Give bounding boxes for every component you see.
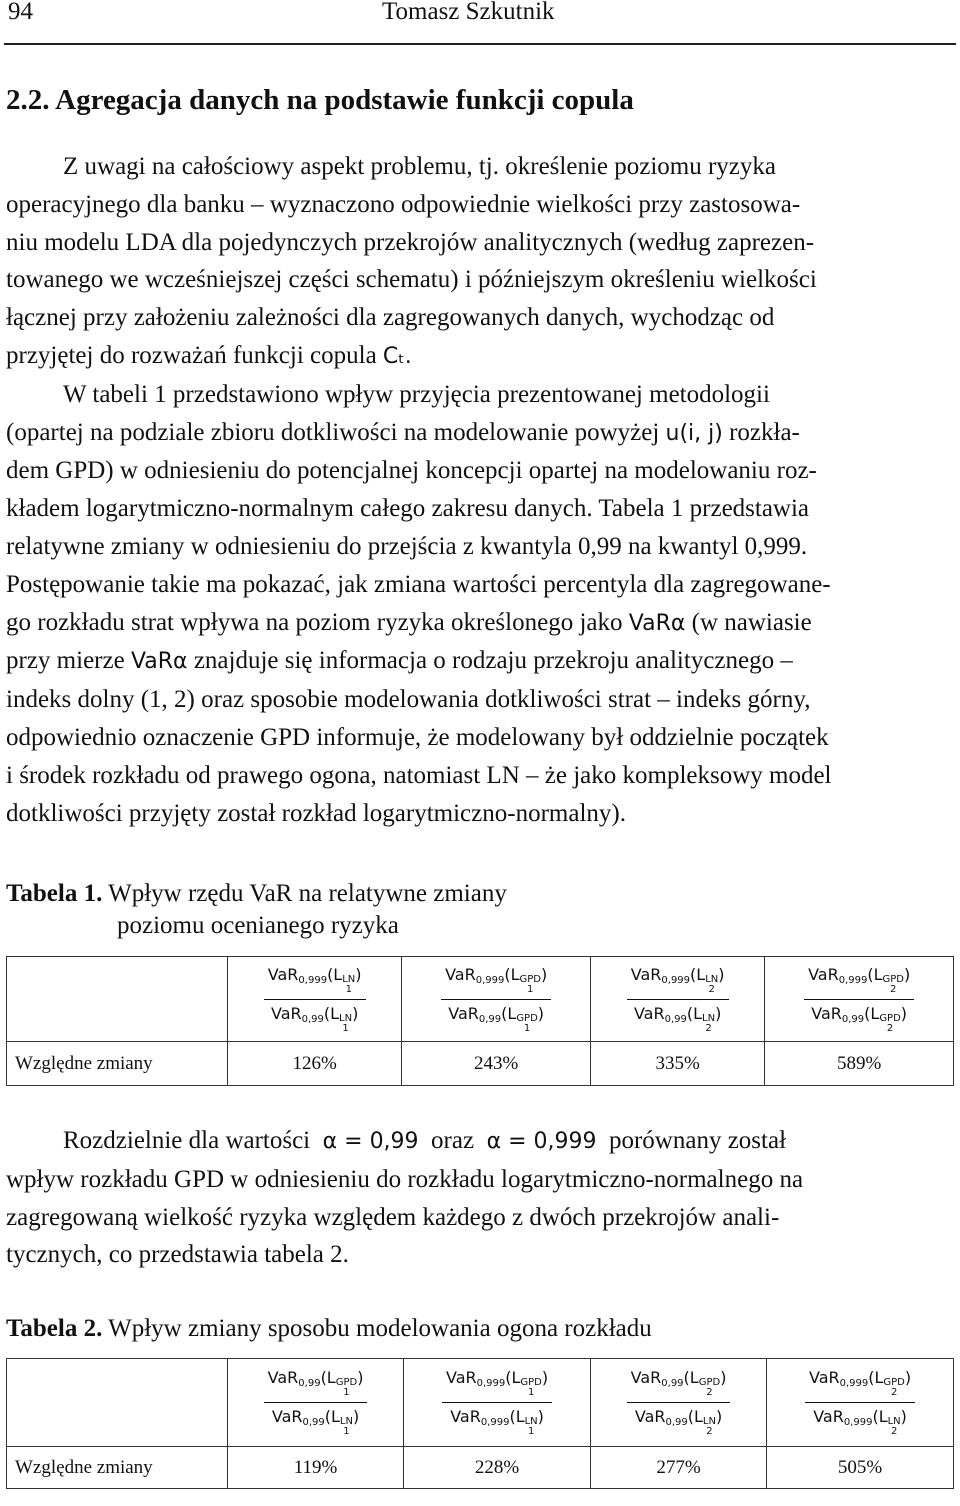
section-index: 2 <box>706 1426 713 1437</box>
text-line: Postępowanie takie ma pokazać, jak zmiana wartości percentyla dla zagregowane- <box>6 570 831 598</box>
index-stack <box>516 1014 537 1034</box>
text-line <box>6 414 954 453</box>
var-text: VaR <box>808 1368 840 1387</box>
ratio-fraction <box>627 1368 731 1437</box>
index-stack <box>702 1014 715 1034</box>
quantile-subscript: 0,99 <box>661 1378 684 1389</box>
section-index: 1 <box>342 1022 349 1034</box>
quantile-subscript: 0,99 <box>298 1378 321 1389</box>
index-stack <box>525 1417 538 1437</box>
method-superscript: LN <box>702 1012 716 1024</box>
var-text: VaR <box>267 1368 299 1387</box>
text-fragment: go rozkładu strat wpływa na poziom ryzyka określonego jako <box>6 608 623 636</box>
value-cell: 335% <box>590 1042 764 1086</box>
paren: ) <box>352 1003 359 1023</box>
section-index: 2 <box>708 983 715 995</box>
den-expression <box>264 1000 366 1034</box>
var-text: VaR <box>808 964 839 984</box>
paren: (L <box>687 1407 703 1426</box>
table-row <box>7 1447 954 1489</box>
paren: (L <box>509 1407 525 1426</box>
quantile-subscript: 0,999 <box>838 974 868 986</box>
section-index: 1 <box>527 1387 535 1398</box>
method-superscript: GPD <box>520 1377 542 1388</box>
text-line: W tabeli 1 przedstawiono wpływ przyjęcia prezentowanej metodologii <box>63 380 770 408</box>
var-text: VaR <box>445 1368 477 1387</box>
text-line: zagregowaną wielkość ryzyka względem każdego z dwóch przekrojów anali- <box>6 1203 780 1231</box>
paren: (L <box>327 964 343 984</box>
paren: ) <box>352 1407 360 1426</box>
paren: ) <box>718 964 725 984</box>
text-fragment: porównany został <box>608 1127 787 1154</box>
paren: (L <box>324 1407 340 1426</box>
text-line: łącznej przy założeniu zależności dla zagregowanych danych, wychodząc od <box>6 304 775 332</box>
ratio-header-cell <box>590 957 764 1042</box>
ratio-header-cell <box>590 1359 766 1447</box>
paren: (L <box>867 964 883 984</box>
paragraph-1 <box>6 148 954 832</box>
quantile-subscript: 0,99 <box>841 1013 865 1025</box>
method-superscript: GPD <box>335 1377 358 1388</box>
section-index: 2 <box>705 1022 712 1034</box>
quantile-subscript: 0,99 <box>301 1013 324 1025</box>
quantile-subscript: 0,999 <box>475 974 505 986</box>
var-text: VaR <box>633 1003 665 1023</box>
den-expression <box>804 1000 914 1034</box>
ratio-header-cell <box>767 1359 954 1447</box>
value-cell: 126% <box>228 1042 402 1086</box>
var-text: VaR <box>634 1407 666 1426</box>
method-superscript: LN <box>524 1416 538 1427</box>
text-line: kładem logarytmiczno-normalnym całego zakresu danych. Tabela 1 przedstawia <box>6 495 810 523</box>
den-expression <box>442 1403 552 1437</box>
var-text: VaR <box>630 964 662 984</box>
index-stack <box>705 975 718 995</box>
table-corner-cell <box>7 1359 228 1447</box>
math-symbol: u(i, j) <box>665 420 723 446</box>
paren: (L <box>323 1003 340 1023</box>
paragraph-3 <box>6 1122 954 1274</box>
ratio-header-cell <box>228 957 402 1042</box>
quantile-subscript: 0,99 <box>478 1013 502 1025</box>
paren: (L <box>501 1003 517 1023</box>
index-stack <box>883 975 904 995</box>
math-symbol: VaRα <box>130 649 188 675</box>
caption-text: Wpływ zmiany sposobu modelowania ogona rozkładu <box>108 1315 652 1342</box>
caption-label: Tabela 2. <box>6 1315 103 1342</box>
index-stack <box>520 1378 541 1398</box>
den-expression <box>627 1403 731 1437</box>
section-index: 1 <box>343 1426 350 1437</box>
value-cell: 589% <box>765 1042 954 1086</box>
section-index: 2 <box>706 1387 713 1398</box>
text-fragment: znajduje się informacja o rodzaju przekroju analitycznego – <box>193 647 793 675</box>
paren: (L <box>690 964 706 984</box>
section-index: 1 <box>345 983 352 995</box>
paren: (L <box>686 1003 703 1023</box>
section-index: 1 <box>523 1022 531 1034</box>
den-expression <box>627 1000 729 1034</box>
paren: (L <box>505 1368 521 1387</box>
method-superscript: GPD <box>698 1377 721 1388</box>
value-cell: 119% <box>228 1447 404 1489</box>
method-superscript: GPD <box>879 1012 901 1024</box>
index-stack <box>703 1417 716 1437</box>
ratio-header-cell <box>404 1359 591 1447</box>
text-line: operacyjnego dla banku – wyznaczono odpowiednie wielkości przy zastosowa- <box>6 190 801 218</box>
method-superscript: LN <box>342 973 356 985</box>
paren: ) <box>903 964 911 984</box>
index-stack <box>883 1378 904 1398</box>
text-fragment: rozkła- <box>729 418 800 446</box>
text-fragment: przyjętej do rozważań funkcji copula <box>6 341 377 369</box>
math-symbol: Cₜ. <box>382 343 412 369</box>
ratio-fraction <box>805 1368 915 1437</box>
den-expression <box>441 1000 551 1034</box>
var-text: VaR <box>630 1368 662 1387</box>
text-fragment: przy mierze <box>6 647 125 675</box>
text-line: Z uwagi na całościowy aspekt problemu, tj. określenie poziomu ryzyka <box>63 153 776 180</box>
den-expression <box>264 1403 368 1437</box>
text-fragment: oraz <box>431 1127 475 1154</box>
index-stack <box>699 1378 720 1398</box>
quantile-subscript: 0,99 <box>664 1013 687 1025</box>
text-line: indeks dolny (1, 2) oraz sposobie modelowania dotkliwości strat – indeks górny, <box>6 686 811 714</box>
text-line: odpowiednio oznaczenie GPD informuje, że modelowany był oddzielnie początek <box>6 723 829 751</box>
num-expression <box>442 1368 552 1403</box>
method-superscript: GPD <box>519 973 541 985</box>
ratio-header-cell <box>402 957 591 1042</box>
paren: ) <box>537 1003 545 1023</box>
num-expression <box>264 965 366 1000</box>
var-text: VaR <box>270 1003 302 1023</box>
index-stack <box>336 1378 357 1398</box>
text-line: dem GPD) w odniesieniu do potencjalnej koncepcji opartej na modelowaniu roz- <box>6 457 817 485</box>
caption-text: Wpływ rzędu VaR na relatywne zmiany <box>108 880 507 907</box>
ratio-fraction <box>627 965 729 1034</box>
quantile-subscript: 0,999 <box>476 1378 506 1389</box>
var-text: VaR <box>271 1407 303 1426</box>
paren: ) <box>900 1003 908 1023</box>
index-stack <box>342 975 355 995</box>
ratio-header-cell <box>765 957 954 1042</box>
quantile-subscript: 0,999 <box>843 1417 873 1428</box>
section-index: 2 <box>890 1426 898 1437</box>
method-superscript: LN <box>339 1416 353 1427</box>
paren: ) <box>357 1368 364 1387</box>
ratio-fraction <box>264 1368 368 1437</box>
den-expression <box>805 1403 915 1437</box>
paren: (L <box>868 1368 884 1387</box>
table-1-caption <box>6 878 507 942</box>
method-superscript: LN <box>339 1012 353 1024</box>
num-expression <box>441 965 551 1000</box>
paren: ) <box>720 1368 727 1387</box>
var-text: VaR <box>811 1003 842 1023</box>
table-1 <box>6 956 954 1086</box>
index-stack <box>888 1417 901 1437</box>
caption-text-line2: poziomu ocenianego ryzyka <box>117 912 399 939</box>
index-stack <box>340 1417 353 1437</box>
math-symbol: VaRα <box>628 610 686 636</box>
paren: ) <box>904 1368 912 1387</box>
row-label: Względne zmiany <box>7 1447 228 1489</box>
index-stack <box>520 975 541 995</box>
ratio-fraction <box>804 965 914 1034</box>
var-text: VaR <box>448 1003 479 1023</box>
num-expression <box>627 965 729 1000</box>
running-head-author: Tomasz Szkutnik <box>382 0 555 25</box>
text-line <box>6 604 954 643</box>
paren: ) <box>541 1368 549 1387</box>
table-2-caption <box>6 1313 652 1345</box>
num-expression <box>805 1368 915 1403</box>
value-cell: 277% <box>590 1447 766 1489</box>
value-cell: 228% <box>404 1447 591 1489</box>
text-line: relatywne zmiany w odniesieniu do przejścia z kwantyla 0,99 na kwantyl 0,999. <box>6 532 808 560</box>
paren: ) <box>540 964 548 984</box>
text-line: i środek rozkładu od prawego ogona, natomiast LN – że jako kompleksowy model <box>6 761 832 789</box>
quantile-subscript: 0,999 <box>661 974 691 986</box>
paren: ) <box>355 964 362 984</box>
math-expression: α = 0,99 <box>322 1129 419 1154</box>
paren: ) <box>537 1407 544 1426</box>
ratio-fraction <box>442 1368 552 1437</box>
method-superscript: LN <box>887 1416 901 1427</box>
table-header-row <box>7 1359 954 1447</box>
method-superscript: LN <box>705 973 719 985</box>
text-line: towanego we wcześniejszej części schematu) i późniejszym określeniu wielkości <box>6 266 817 294</box>
quantile-subscript: 0,99 <box>302 1417 325 1428</box>
var-text: VaR <box>267 964 299 984</box>
text-line: niu modelu LDA dla pojedynczych przekrojów analitycznych (według zaprezen- <box>6 228 815 256</box>
section-index: 2 <box>886 1022 894 1034</box>
value-cell: 505% <box>767 1447 954 1489</box>
method-superscript: GPD <box>516 1012 538 1024</box>
caption-label: Tabela 1. <box>6 880 103 907</box>
table-row <box>7 1042 954 1086</box>
page-number: 94 <box>8 0 33 25</box>
paren: (L <box>683 1368 699 1387</box>
text-line <box>6 337 954 376</box>
quantile-subscript: 0,999 <box>480 1417 510 1428</box>
text-fragment: (w nawiasie <box>691 608 812 636</box>
text-fragment: Rozdzielnie dla wartości <box>63 1127 311 1154</box>
section-index: 2 <box>890 983 897 995</box>
section-index: 1 <box>527 983 534 995</box>
quantile-subscript: 0,999 <box>298 974 328 986</box>
quantile-subscript: 0,999 <box>839 1378 869 1389</box>
text-fragment: (opartej na podziale zbioru dotkliwości na modelowanie powyżej <box>6 418 660 446</box>
method-superscript: GPD <box>882 973 904 985</box>
paren: ) <box>715 1407 723 1426</box>
var-text: VaR <box>813 1407 844 1426</box>
paren: (L <box>872 1407 888 1426</box>
table-header-row <box>7 957 954 1042</box>
paren: ) <box>900 1407 907 1426</box>
section-index: 2 <box>890 1387 898 1398</box>
text-line <box>6 642 954 681</box>
paren: (L <box>864 1003 880 1023</box>
var-text: VaR <box>445 964 476 984</box>
paren: (L <box>504 964 520 984</box>
value-cell: 243% <box>402 1042 591 1086</box>
table-2 <box>6 1358 954 1489</box>
paren: (L <box>320 1368 336 1387</box>
header-rule <box>4 43 956 45</box>
table-corner-cell <box>7 957 228 1042</box>
method-superscript: LN <box>702 1416 716 1427</box>
index-stack <box>339 1014 352 1034</box>
section-heading: 2.2. Agregacja danych na podstawie funkcji copula <box>6 84 634 116</box>
text-line: tycznych, co przedstawia tabela 2. <box>6 1241 349 1269</box>
math-expression: α = 0,999 <box>486 1129 597 1154</box>
ratio-fraction <box>264 965 366 1034</box>
section-index: 1 <box>343 1387 350 1398</box>
section-index: 1 <box>527 1426 535 1437</box>
num-expression <box>264 1368 368 1403</box>
quantile-subscript: 0,99 <box>665 1417 688 1428</box>
row-label: Względne zmiany <box>7 1042 228 1086</box>
ratio-fraction <box>441 965 551 1034</box>
num-expression <box>804 965 914 1000</box>
paren: ) <box>715 1003 722 1023</box>
text-line: wpływ rozkładu GPD w odniesieniu do rozkładu logarytmiczno-normalnego na <box>6 1165 804 1193</box>
var-text: VaR <box>450 1407 481 1426</box>
text-line <box>6 1122 954 1161</box>
index-stack <box>879 1014 900 1034</box>
num-expression <box>627 1368 731 1403</box>
method-superscript: GPD <box>883 1377 905 1388</box>
ratio-header-cell <box>228 1359 404 1447</box>
text-line: dotkliwości przyjęty został rozkład logarytmiczno-normalny). <box>6 799 626 827</box>
